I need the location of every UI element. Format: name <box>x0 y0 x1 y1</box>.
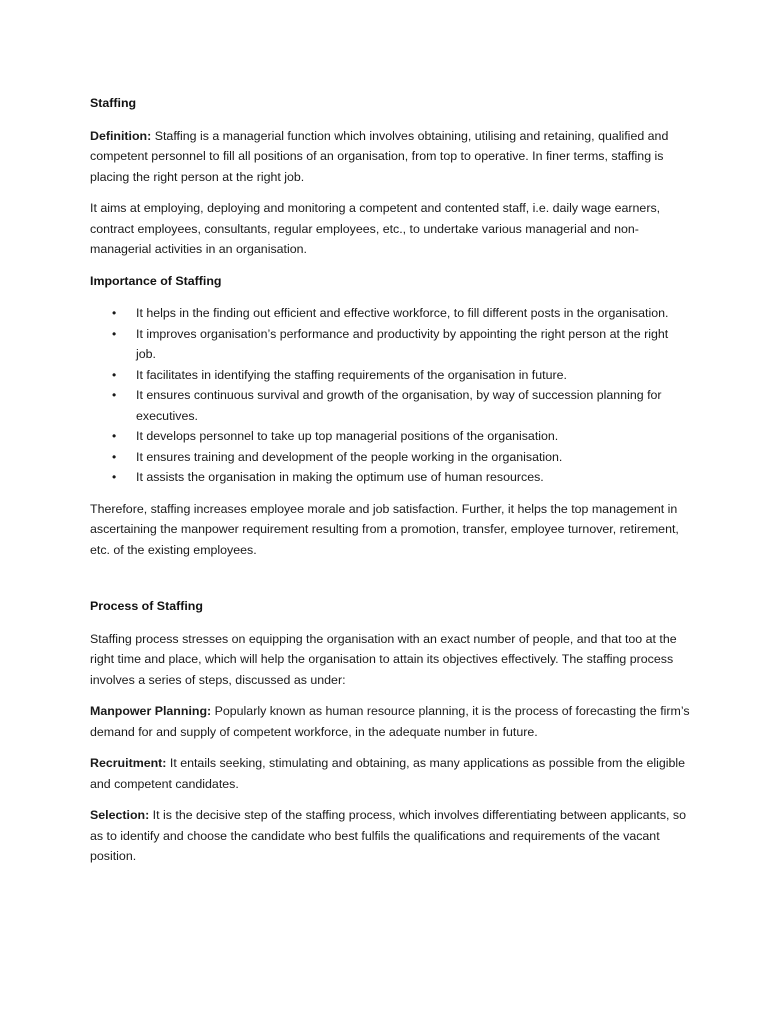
list-item-text: It assists the organisation in making the optimum use of human resources. <box>136 470 544 484</box>
list-item-text: It helps in the finding out efficient and effective workforce, to fill different posts in the organisation. <box>136 306 669 320</box>
list-item <box>90 365 690 386</box>
list-item-text: It ensures training and development of the people working in the organisation. <box>136 449 563 464</box>
list-item <box>90 467 690 488</box>
document-title: Staffing <box>90 96 137 110</box>
list-item <box>90 324 690 365</box>
manpower-planning-text: Popularly known as human resource planning, it is the process of forecasting the firm’s demand for and supply of competent workforce, in the adequate number in future. <box>90 704 690 739</box>
recruitment-text: It entails seeking, stimulating and obtaining, as many applications as possible from the eligible and competent candidates. <box>90 756 686 791</box>
document-page <box>90 93 690 878</box>
aims-paragraph: It aims at employing, deploying and monitoring a competent and contented staff, i.e. daily wage earners, contract employees, consultants, regular employees, etc., to undertake various managerial and non-managerial activities in an organisation. <box>90 201 661 256</box>
definition-paragraph <box>90 126 690 188</box>
recruitment-paragraph <box>90 753 690 794</box>
list-item <box>90 426 690 447</box>
bullet-icon: • <box>112 326 117 341</box>
definition-label: Definition: <box>90 128 152 143</box>
list-item-text: It facilitates in identifying the staffing requirements of the organisation in future. <box>136 367 567 382</box>
section-spacer <box>90 571 690 596</box>
recruitment-label: Recruitment: <box>90 756 167 770</box>
bullet-icon: • <box>112 367 117 382</box>
selection-paragraph <box>90 805 690 867</box>
bullet-icon: • <box>112 470 117 484</box>
selection-label: Selection: <box>90 808 150 822</box>
manpower-planning-paragraph <box>90 701 690 742</box>
bullet-icon: • <box>112 306 117 320</box>
importance-heading: Importance of Staffing <box>90 273 222 288</box>
therefore-paragraph: Therefore, staffing increases employee morale and job satisfaction. Further, it helps the top management in ascertaining the manpower requirement resulting from a promotion, transfer, employee turnover, retirement, etc. of the existing employees. <box>90 501 679 557</box>
importance-list <box>90 303 690 488</box>
bullet-icon: • <box>112 429 117 443</box>
list-item <box>90 303 690 324</box>
selection-text: It is the decisive step of the staffing process, which involves differentiating between applicants, so as to identify and choose the candidate who best fulfils the qualifications and requirements of the vacant position. <box>90 808 687 863</box>
bullet-icon: • <box>112 388 117 402</box>
list-item-text: It develops personnel to take up top managerial positions of the organisation. <box>136 429 559 443</box>
process-heading: Process of Staffing <box>90 599 203 613</box>
list-item-text: It improves organisation’s performance and productivity by appointing the right person at the right job. <box>136 326 669 361</box>
list-item <box>90 447 690 468</box>
list-item <box>90 385 690 426</box>
process-intro-paragraph: Staffing process stresses on equipping the organisation with an exact number of people, and that too at the right time and place, which will help the organisation to attain its objectives effectively. The staffing process involves a series of steps, discussed as under: <box>90 631 677 687</box>
list-item-text: It ensures continuous survival and growth of the organisation, by way of succession planning for executives. <box>136 388 662 423</box>
definition-text: Staffing is a managerial function which involves obtaining, utilising and retaining, qualified and competent personnel to fill all positions of an organisation, from top to operative. In finer terms, staffing is placing the right person at the right job. <box>90 128 669 184</box>
bullet-icon: • <box>112 449 117 464</box>
manpower-planning-label: Manpower Planning: <box>90 704 212 718</box>
